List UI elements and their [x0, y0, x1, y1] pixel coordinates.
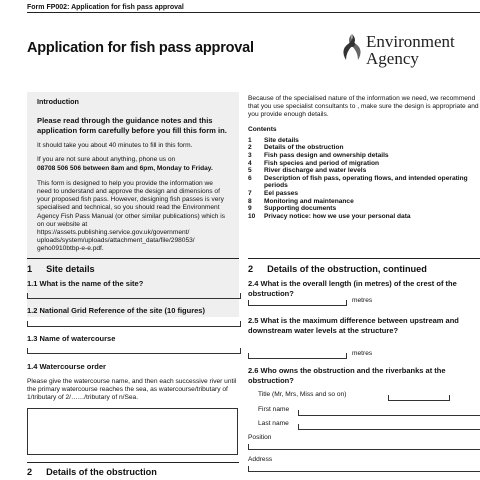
title-field[interactable] [388, 395, 450, 401]
crest-length-unit: metres [352, 297, 373, 304]
contents-item[interactable]: 9 Supporting documents [248, 205, 337, 213]
right-intro [248, 95, 480, 220]
contents-item[interactable]: 10 Privacy notice: how we use your personal data [248, 212, 411, 220]
contents-item[interactable]: 7 Eel passes [248, 189, 299, 197]
first-name-label: First name [258, 406, 290, 413]
question-1-4-help: Please give the watercourse name, and then each successive river until the primary watercourse reaches the sea, as watercourse/tributary of 1/tributary of 2/……/tributary of n/Sea. [27, 378, 237, 402]
form-code: Form FP002: Application for fish pass approval [27, 4, 184, 11]
contents-item[interactable]: 5 River discharge and water levels [248, 167, 367, 175]
level-difference-field[interactable] [248, 353, 347, 359]
section-1-rule [27, 258, 239, 259]
section-2-rule [27, 462, 239, 463]
first-name-field[interactable] [298, 410, 480, 416]
last-name-label: Last name [258, 420, 289, 427]
contents-item[interactable]: 6 Description of fish pass, operating flows, and intended operating periods [248, 174, 468, 190]
logo-line-1: Environment [366, 32, 455, 51]
question-2-5: 2.5 What is the maximum difference between upstream and downstream water levels at the structure? [248, 316, 459, 335]
contents-item[interactable]: 8 Monitoring and maintenance [248, 197, 354, 205]
address-label: Address [248, 456, 273, 463]
site-name-field[interactable] [27, 293, 241, 299]
introduction-time: It should take you about 40 minutes to fill in this form. [37, 142, 193, 150]
contents-item[interactable]: 3 Fish pass design and ownership details [248, 152, 389, 159]
logo-wordmark [366, 33, 455, 67]
question-2-6: 2.6 Who owns the obstruction and the riverbanks at the obstruction? [248, 366, 446, 385]
title-label: Title (Mr, Mrs, Miss and so on) [258, 391, 347, 398]
question-1-4: 1.4 Watercourse order [27, 362, 106, 371]
introduction-heading: Introduction [37, 97, 79, 106]
last-name-field[interactable] [298, 424, 480, 430]
question-1-3: 1.3 Name of watercourse [27, 334, 116, 343]
position-label: Position [248, 434, 272, 441]
contents-heading: Contents [248, 125, 277, 133]
question-1-1: 1.1 What is the name of the site? [27, 279, 144, 288]
contents-item[interactable]: 4 Fish species and period of migration [248, 159, 380, 167]
crown-emblem-icon [343, 34, 360, 60]
contents-item[interactable]: 2 Details of the obstruction [248, 144, 344, 152]
page-title: Application for fish pass approval [27, 40, 254, 56]
specialist-note: Because of the specialised nature of the information we need, we recommend that you use specialist consultants to , make sure the design is appropriate and you provide enough details. [248, 95, 479, 119]
position-field[interactable] [248, 444, 480, 450]
watercourse-name-field[interactable] [27, 348, 241, 354]
introduction-phone-number: 08708 506 506 between 8am and 6pm, Monday to Friday. [37, 164, 213, 172]
question-1-2: 1.2 National Grid Reference of the site (10 figures) [27, 306, 205, 315]
crest-length-field[interactable] [248, 300, 347, 306]
level-difference-unit: metres [352, 350, 373, 357]
grid-reference-field[interactable] [27, 321, 241, 327]
watercourse-order-textarea[interactable] [27, 408, 238, 455]
introduction-phone-text: If you are not sure about anything, phone us on [37, 156, 176, 164]
section-2-heading: 2 Details of the obstruction [27, 467, 157, 477]
section-2-continued-rule [248, 258, 480, 259]
logo-line-2: Agency [366, 49, 419, 68]
question-2-4: 2.4 What is the overall length (in metres) of the crest of the obstruction? [248, 279, 457, 298]
contents-item[interactable]: 1 Site details [248, 136, 299, 144]
address-field[interactable] [248, 466, 480, 472]
introduction-body: This form is designed to help you provide the information we need to understand and approve the design and dimensions of your proposed fish pass. However, designing fish passes is very specialised and technical, so you should read the Environment Agency Fish Pass Manual (or other similar publications) which is on our website at https://assets.publishing.service.gov.uk/government/ uploads/system/uploads/attachment_data/file/298053/ geho0910btbp-e-e.pdf. [37, 179, 225, 253]
section-2-continued-heading: 2 Details of the obstruction, continued [248, 264, 427, 274]
section-1-heading: 1 Site details [27, 264, 95, 274]
introduction-lead: Please read through the guidance notes and this application form carefully before you fill this form in. [37, 116, 227, 135]
contents-list [248, 137, 480, 221]
header-divider [27, 12, 480, 13]
